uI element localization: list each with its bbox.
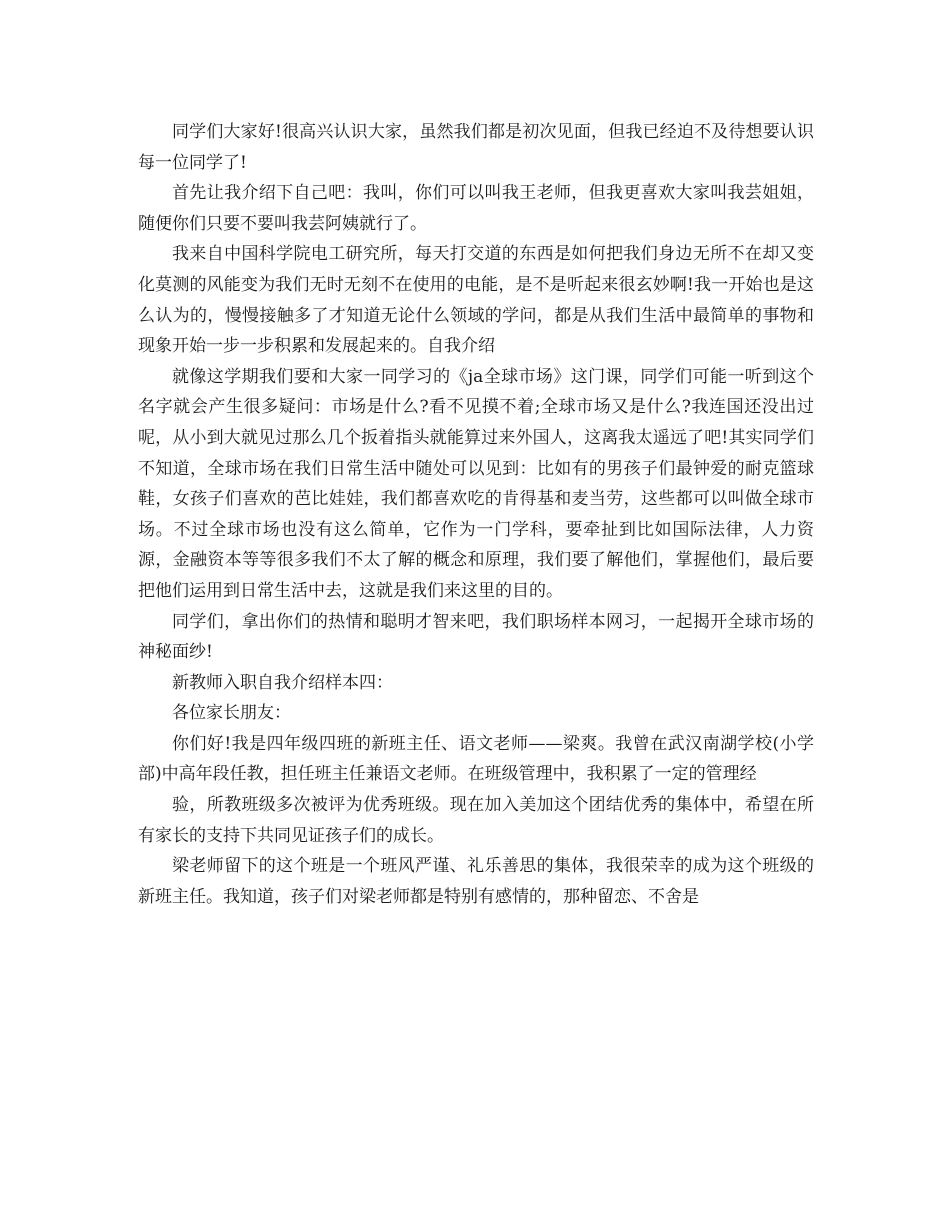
paragraph-course-intro: 就像这学期我们要和大家一同学习的《ja全球市场》这门课，同学们可能一听到这个名字就会产生很多疑问：市场是什么?看不见摸不着;全球市场又是什么?我连国还没出过呢，从小到大就见过那么几个扳着指头就能算过来外国人，这离我太遥远了吧!其实同学们不知道，全球市场在我们日常生活中随处可以见到：比如有的男孩子们最钟爱的耐克篮球鞋，女孩子们喜欢的芭比娃娃，我们都喜欢吃的肯得基和麦当劳，这些都可以叫做全球市场。不过全球市场也没有这么简单，它作为一门学科，要牵扯到比如国际法律，人力资源，金融资本等等很多我们不太了解的概念和原理，我们要了解他们，掌握他们，最后要把他们运用到日常生活中去，这就是我们来这里的目的。 bbox=[138, 366, 814, 601]
paragraph-greeting: 同学们大家好!很高兴认识大家，虽然我们都是初次见面，但我已经迫不及待想要认识每一位同学了! bbox=[138, 122, 814, 173]
section-heading: 新教师入职自我介绍样本四： bbox=[172, 672, 393, 693]
salutation: 各位家长朋友： bbox=[172, 703, 291, 724]
paragraph-self-introduction: 首先让我介绍下自己吧：我叫，你们可以叫我王老师，但我更喜欢大家叫我芸姐姐，随便你们只要不要叫我芸阿姨就行了。 bbox=[138, 183, 814, 234]
paragraph-teacher-intro: 你们好!我是四年级四班的新班主任、语文老师——梁爽。我曾在武汉南湖学校(小学部)中高年段任教，担任班主任兼语文老师。在班级管理中，我积累了一定的管理经 bbox=[138, 733, 814, 785]
paragraph-background: 我来自中国科学院电工研究所，每天打交道的东西是如何把我们身边无所不在却又变化莫测的风能变为我们无时无刻不在使用的电能，是不是听起来很玄妙啊!我一开始也是这么认为的，慢慢接触多了才知道无论什么领域的学问，都是从我们生活中最简单的事物和现象开始一步一步积累和发展起来的。自我介绍 bbox=[138, 244, 814, 357]
document-body bbox=[138, 117, 814, 912]
paragraph-call-to-action: 同学们，拿出你们的热情和聪明才智来吧，我们职场样本网习，一起揭开全球市场的神秘面纱! bbox=[138, 611, 814, 663]
paragraph-teacher-intro-continued: 验，所教班级多次被评为优秀班级。现在加入美加这个团结优秀的集体中，希望在所有家长的支持下共同见证孩子们的成长。 bbox=[138, 795, 814, 846]
paragraph-class-description: 梁老师留下的这个班是一个班风严谨、礼乐善思的集体，我很荣幸的成为这个班级的新班主任。我知道，孩子们对梁老师都是特别有感情的，那种留恋、不舍是 bbox=[138, 856, 814, 907]
